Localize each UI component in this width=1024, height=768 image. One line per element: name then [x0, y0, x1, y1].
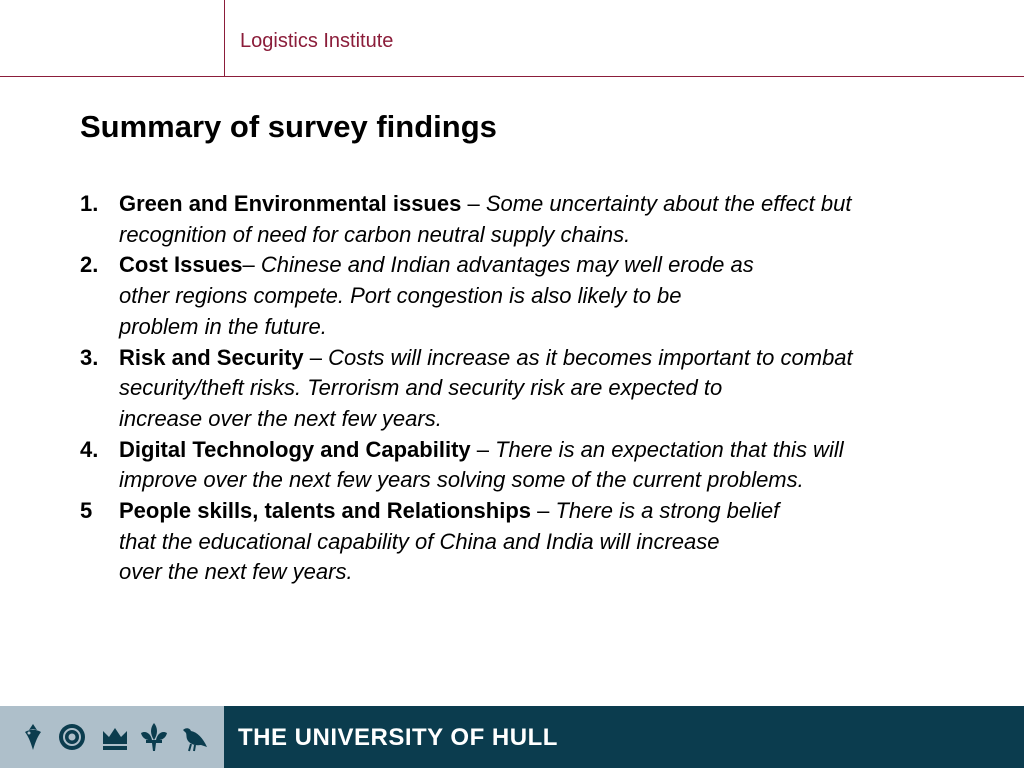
finding-item — [80, 496, 1000, 588]
finding-description-line: security/theft risks. Terrorism and security risk are expected to — [119, 375, 723, 401]
finding-separator: – — [303, 344, 329, 370]
finding-item — [80, 343, 1000, 435]
finding-description-line: increase over the next few years. — [119, 405, 442, 431]
finding-separator: – — [461, 191, 486, 216]
finding-item — [80, 435, 1000, 496]
header-divider — [224, 0, 225, 77]
fish-crest-icon — [16, 720, 50, 754]
header-title: Logistics Institute — [240, 30, 394, 52]
finding-description-line: improve over the next few years solving some of the current problems. — [119, 467, 804, 493]
finding-separator: – — [531, 498, 556, 524]
finding-title: Green and Environmental issues — [119, 191, 462, 216]
finding-number: 2. — [80, 252, 99, 278]
finding-description-line: There is an expectation that this will — [495, 436, 844, 462]
finding-number: 4. — [80, 436, 99, 462]
finding-description-line: problem in the future. — [119, 313, 327, 339]
finding-item — [80, 250, 1000, 342]
finding-number: 1. — [80, 191, 99, 216]
university-name: THE UNIVERSITY OF HULL — [238, 724, 558, 751]
finding-title: People skills, talents and Relationships — [119, 498, 532, 524]
finding-description-line: Costs will increase as it becomes important to combat — [328, 344, 853, 370]
finding-description-line: recognition of need for carbon neutral supply chains. — [119, 221, 631, 247]
finding-item — [80, 189, 1000, 250]
finding-title: Cost Issues — [119, 252, 243, 278]
rose-crest-icon — [55, 720, 89, 754]
footer-bar — [0, 706, 1024, 768]
findings-list — [80, 189, 1000, 588]
bird-crest-icon — [177, 720, 211, 754]
fleur-de-lis-crest-icon — [137, 720, 171, 754]
crest-panel — [0, 706, 224, 768]
finding-description-line: other regions compete. Port congestion is also likely to be — [119, 283, 682, 309]
crown-crest-icon — [98, 720, 132, 754]
finding-title: Risk and Security — [119, 344, 304, 370]
finding-description-line: There is a strong belief — [555, 498, 780, 524]
finding-description-line: Some uncertainty about the effect but — [485, 191, 852, 216]
header-band — [0, 0, 1024, 77]
slide-title: Summary of survey findings — [80, 109, 497, 144]
finding-description-line: that the educational capability of China and India will increase — [119, 528, 720, 554]
finding-description-line: over the next few years. — [119, 559, 353, 585]
finding-description-line: Chinese and Indian advantages may well erode as — [260, 252, 754, 278]
finding-number: 5 — [80, 498, 93, 524]
finding-separator: – — [470, 436, 496, 462]
finding-number: 3. — [80, 344, 99, 370]
finding-separator: – — [242, 252, 261, 278]
finding-title: Digital Technology and Capability — [119, 436, 471, 462]
